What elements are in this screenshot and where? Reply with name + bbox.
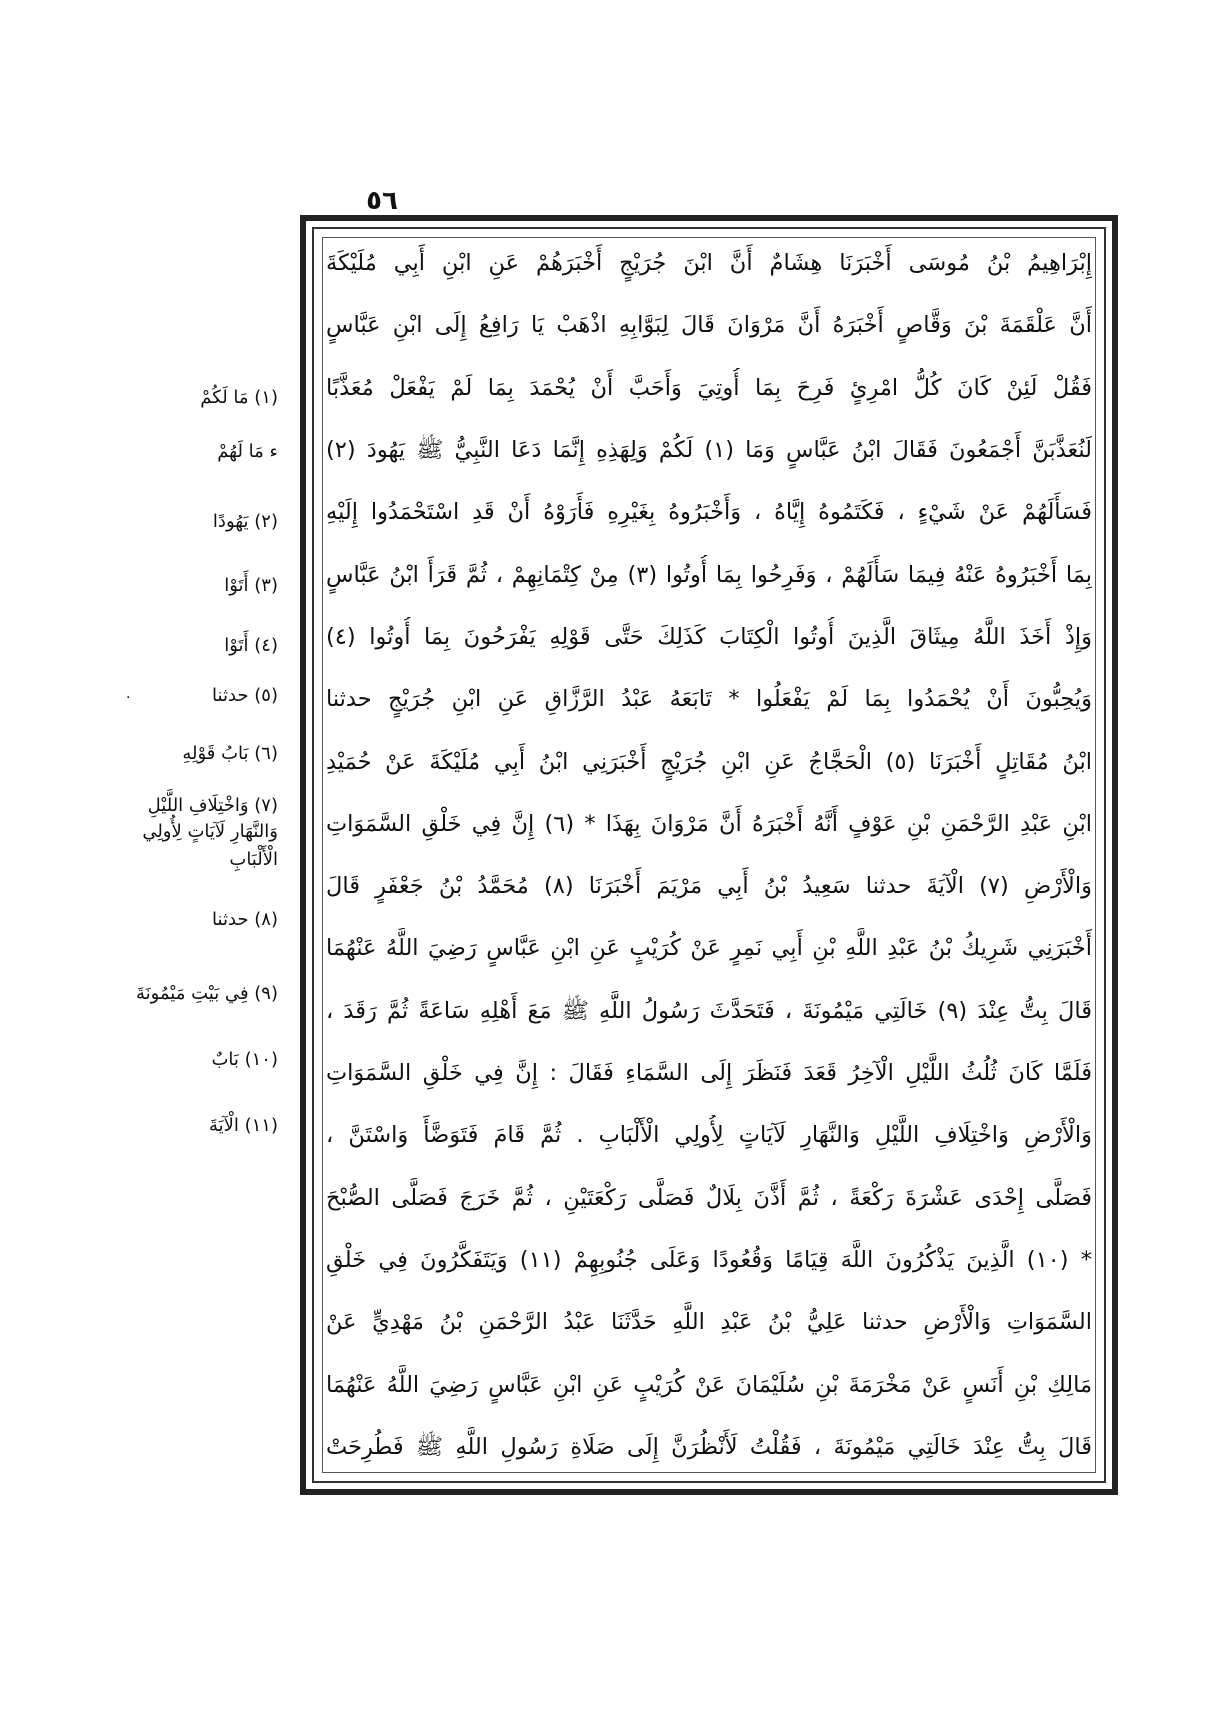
margin-notes bbox=[128, 378, 278, 1158]
text-line: وَالْأَرْضِ وَاخْتِلَافِ اللَّيْلِ وَالنَّهَارِ لَآيَاتٍ لِأُولِي الْأَلْبَابِ . ثُمَّ قَامَ فَتَوَضَّأَ وَاسْتَنَّ ، bbox=[326, 1122, 1092, 1149]
margin-note: ء مَا لَهُمْ bbox=[217, 441, 278, 462]
margin-note: (١٠) بَابٌ bbox=[211, 1049, 278, 1070]
margin-note: (٨) حدثنا bbox=[212, 909, 278, 930]
text-line: * (١٠) الَّذِينَ يَذْكُرُونَ اللَّهَ قِيَامًا وَقُعُودًا وَعَلَى جُنُوبِهِمْ (١١) وَيَتَفَكَّرُونَ فِي خَلْقِ bbox=[326, 1247, 1092, 1273]
margin-note: (٦) بَابُ قَوْلِهِ bbox=[182, 743, 278, 764]
scan-speck: · bbox=[126, 690, 131, 706]
text-line: إِبْرَاهِيمُ بْنُ مُوسَى أَخْبَرَنَا هِشَامٌ أَنَّ ابْنَ جُرَيْجٍ أَخْبَرَهُمْ عَنِ ابْنِ أَبِي مُلَيْكَةَ bbox=[326, 250, 1092, 276]
text-line: لَنُعَذَّبَنَّ أَجْمَعُونَ فَقَالَ ابْنُ عَبَّاسٍ وَمَا (١) لَكُمْ وَلِهَذِهِ إِنَّمَا دَعَا النَّبِيُّ ﷺ يَهُودَ (٢) bbox=[326, 436, 1092, 463]
text-line: مَالِكِ بْنِ أَنَسٍ عَنْ مَخْرَمَةَ بْنِ سُلَيْمَانَ عَنْ كُرَيْبٍ عَنِ ابْنِ عَبَّاسٍ رَضِيَ اللَّهُ عَنْهُمَا bbox=[326, 1371, 1092, 1398]
margin-note: (٩) فِي بَيْتِ مَيْمُونَةَ bbox=[135, 983, 278, 1004]
margin-note: (٧) وَاخْتِلَافِ اللَّيْلِ bbox=[147, 795, 278, 816]
text-line: وَإِذْ أَخَذَ اللَّهُ مِيثَاقَ الَّذِينَ أُوتُوا الْكِتَابَ كَذَلِكَ حَتَّى قَوْلِهِ يَفْرَحُونَ بِمَا أُوتُوا (٤) bbox=[326, 623, 1092, 650]
margin-note: (١) مَا لَكُمْ bbox=[200, 387, 278, 408]
text-line: وَالْأَرْضِ (٧) الْآيَةَ حدثنا سَعِيدُ بْنُ أَبِي مَرْيَمَ أَخْبَرَنَا (٨) مُحَمَّدُ بْنُ جَعْفَرٍ قَالَ bbox=[326, 873, 1092, 900]
margin-note: (٢) يَهُودًا bbox=[212, 511, 278, 532]
text-line: وَيُحِبُّونَ أَنْ يُحْمَدُوا بِمَا لَمْ يَفْعَلُوا * تَابَعَهُ عَبْدُ الرَّزَّاقِ عَنِ ابْنِ جُرَيْجٍ حدثنا bbox=[326, 686, 1092, 713]
main-text bbox=[326, 243, 1092, 1467]
text-line: فَلَمَّا كَانَ ثُلُثُ اللَّيْلِ الْآخِرُ قَعَدَ فَنَظَرَ إِلَى السَّمَاءِ فَقَالَ : إِنَّ فِي خَلْقِ السَّمَوَاتِ bbox=[326, 1060, 1092, 1087]
text-frame bbox=[300, 215, 1118, 1495]
margin-note: (٥) حدثنا bbox=[212, 685, 278, 706]
text-line: أَنَّ عَلْقَمَةَ بْنَ وَقَّاصٍ أَخْبَرَهُ أَنَّ مَرْوَانَ قَالَ لِبَوَّابِهِ اذْهَبْ يَا رَافِعُ إِلَى ابْنِ عَبَّاسٍ bbox=[326, 312, 1092, 339]
text-line: ابْنِ عَبْدِ الرَّحْمَنِ بْنِ عَوْفٍ أَنَّهُ أَخْبَرَهُ أَنَّ مَرْوَانَ بِهَذَا * (٦) إِنَّ فِي خَلْقِ السَّمَوَاتِ bbox=[326, 810, 1092, 837]
text-line: فَقُلْ لَئِنْ كَانَ كُلُّ امْرِئٍ فَرِحَ بِمَا أُوتِيَ وَأَحَبَّ أَنْ يُحْمَدَ بِمَا لَمْ يَفْعَلْ مُعَذَّبًا bbox=[326, 374, 1092, 401]
text-line: السَّمَوَاتِ وَالْأَرْضِ حدثنا عَلِيُّ بْنُ عَبْدِ اللَّهِ حَدَّثَنَا عَبْدُ الرَّحْمَنِ بْنُ مَهْدِيٍّ عَنْ bbox=[326, 1309, 1092, 1336]
text-line: قَالَ بِتُّ عِنْدَ خَالَتِي مَيْمُونَةَ ، فَقُلْتُ لَأَنْظُرَنَّ إِلَى صَلَاةِ رَسُولِ اللَّهِ ﷺ فَطُرِحَتْ bbox=[326, 1433, 1092, 1460]
text-line: بِمَا أَخْبَرُوهُ عَنْهُ فِيمَا سَأَلَهُمْ ، وَفَرِحُوا بِمَا أُوتُوا (٣) مِنْ كِتْمَانِهِمْ ، ثُمَّ قَرَأَ ابْنُ عَبَّاسٍ bbox=[326, 561, 1092, 588]
text-line: ابْنُ مُقَاتِلٍ أَخْبَرَنَا (٥) الْحَجَّاجُ عَنِ ابْنِ جُرَيْجٍ أَخْبَرَنِي ابْنُ أَبِي مُلَيْكَةَ عَنْ حُمَيْدِ bbox=[326, 748, 1092, 775]
page-number: ٥٦ bbox=[366, 186, 398, 216]
text-line: فَسَأَلَهُمْ عَنْ شَيْءٍ ، فَكَتَمُوهُ إِيَّاهُ ، وَأَخْبَرُوهُ بِغَيْرِهِ فَأَرَوْهُ أَنْ قَدِ اسْتَحْمَدُوا إِلَيْهِ bbox=[326, 499, 1092, 526]
margin-note: (٣) أَتَوْا bbox=[224, 575, 278, 596]
text-line: أَخْبَرَنِي شَرِيكُ بْنُ عَبْدِ اللَّهِ بْنِ أَبِي نَمِرٍ عَنْ كُرَيْبٍ عَنِ ابْنِ عَبَّاسٍ رَضِيَ اللَّهُ عَنْهُمَا bbox=[326, 935, 1092, 962]
margin-note: وَالنَّهَارِ لَآيَاتٍ لِأُولِي bbox=[142, 821, 278, 842]
text-line: قَالَ بِتُّ عِنْدَ (٩) خَالَتِي مَيْمُونَةَ ، فَتَحَدَّثَ رَسُولُ اللَّهِ ﷺ مَعَ أَهْلِهِ سَاعَةً ثُمَّ رَقَدَ ، bbox=[326, 997, 1092, 1024]
margin-note: الْأَلْبَابِ bbox=[229, 849, 278, 870]
margin-note: (٤) أَتَوْا bbox=[224, 635, 278, 656]
text-line: فَصَلَّى إِحْدَى عَشْرَةَ رَكْعَةً ، ثُمَّ أَذَّنَ بِلَالٌ فَصَلَّى رَكْعَتَيْنِ ، ثُمَّ خَرَجَ فَصَلَّى الصُّبْحَ bbox=[326, 1184, 1092, 1211]
margin-note: (١١) الْآيَةَ bbox=[208, 1115, 278, 1136]
